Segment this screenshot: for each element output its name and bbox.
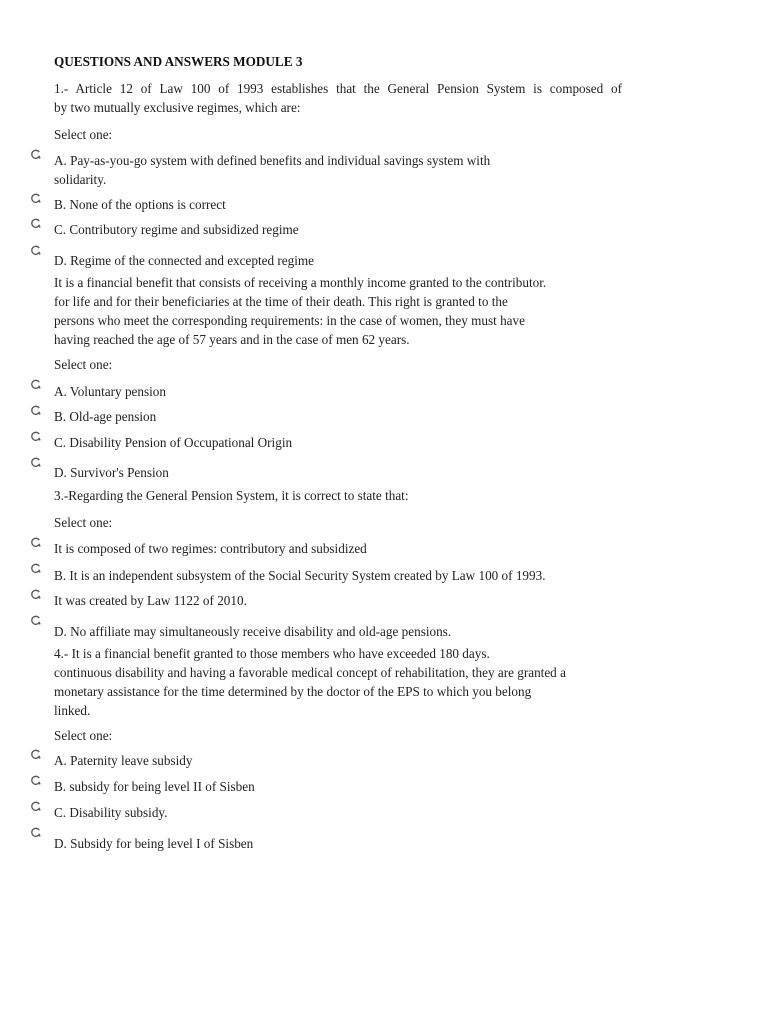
question-1-option-a-line-2: solidarity. [54,172,107,187]
radio-button-icon[interactable] [30,615,41,626]
radio-button-icon[interactable] [30,589,41,600]
radio-button-icon[interactable] [30,218,41,229]
radio-button-icon[interactable] [30,537,41,548]
question-2-option-c[interactable]: C. Disability Pension of Occupational Origin [54,435,293,450]
question-4-select-label: Select one: [54,728,113,743]
question-1-stem-line-2: by two mutually exclusive regimes, which are: [54,100,301,115]
radio-button-icon[interactable] [30,749,41,760]
page-title: QUESTIONS AND ANSWERS MODULE 3 [54,54,303,69]
question-4-stem-line-2: continuous disability and having a favorable medical concept of rehabilitation, they are granted a [54,665,566,680]
question-3-stem: 3.-Regarding the General Pension System, it is correct to state that: [54,488,409,503]
question-3-option-a[interactable]: It is composed of two regimes: contributory and subsidized [54,541,367,556]
radio-button-icon[interactable] [30,431,41,442]
question-1-option-b[interactable]: B. None of the options is correct [54,197,226,212]
radio-button-icon[interactable] [30,801,41,812]
question-4-option-c[interactable]: C. Disability subsidy. [54,805,168,820]
question-2-stem-line-2: for life and for their beneficiaries at the time of their death. This right is granted to the [54,294,508,309]
radio-button-icon[interactable] [30,775,41,786]
radio-button-icon[interactable] [30,193,41,204]
question-4-option-a[interactable]: A. Paternity leave subsidy [54,753,193,768]
question-1-option-c[interactable]: C. Contributory regime and subsidized regime [54,222,299,237]
radio-button-icon[interactable] [30,457,41,468]
question-2-option-b[interactable]: B. Old-age pension [54,409,157,424]
question-3-select-label: Select one: [54,515,113,530]
question-1-select-label: Select one: [54,127,113,142]
radio-button-icon[interactable] [30,245,41,256]
question-3-option-b[interactable]: B. It is an independent subsystem of the Social Security System created by Law 100 of 1993. [54,568,546,583]
question-2-option-a[interactable]: A. Voluntary pension [54,384,166,399]
question-4-option-d[interactable]: D. Subsidy for being level I of Sisben [54,836,254,851]
question-2-option-d[interactable]: D. Survivor's Pension [54,465,169,480]
question-1-option-d[interactable]: D. Regime of the connected and excepted regime [54,253,314,268]
question-3-option-c[interactable]: It was created by Law 1122 of 2010. [54,593,247,608]
radio-button-icon[interactable] [30,405,41,416]
radio-button-icon[interactable] [30,827,41,838]
question-1-option-a-line-1[interactable]: A. Pay-as-you-go system with defined benefits and individual savings system with [54,153,491,168]
question-3-option-d[interactable]: D. No affiliate may simultaneously receive disability and old-age pensions. [54,624,452,639]
radio-button-icon[interactable] [30,149,41,160]
question-4-option-b[interactable]: B. subsidy for being level II of Sisben [54,779,255,794]
question-2-select-label: Select one: [54,357,113,372]
radio-button-icon[interactable] [30,563,41,574]
question-4-stem-line-3: monetary assistance for the time determined by the doctor of the EPS to which you belong [54,684,532,699]
question-2-stem-line-3: persons who meet the corresponding requirements: in the case of women, they must have [54,313,525,328]
radio-button-icon[interactable] [30,379,41,390]
question-2-stem-line-4: having reached the age of 57 years and in the case of men 62 years. [54,332,410,347]
question-4-stem-line-4: linked. [54,703,91,718]
question-1-stem-line-1: 1.- Article 12 of Law 100 of 1993 establishes that the General Pension System is composed of [54,81,622,96]
question-4-stem-line-1: 4.- It is a financial benefit granted to those members who have exceeded 180 days. [54,646,490,661]
question-2-stem-line-1: It is a financial benefit that consists of receiving a monthly income granted to the contributor. [54,275,547,290]
